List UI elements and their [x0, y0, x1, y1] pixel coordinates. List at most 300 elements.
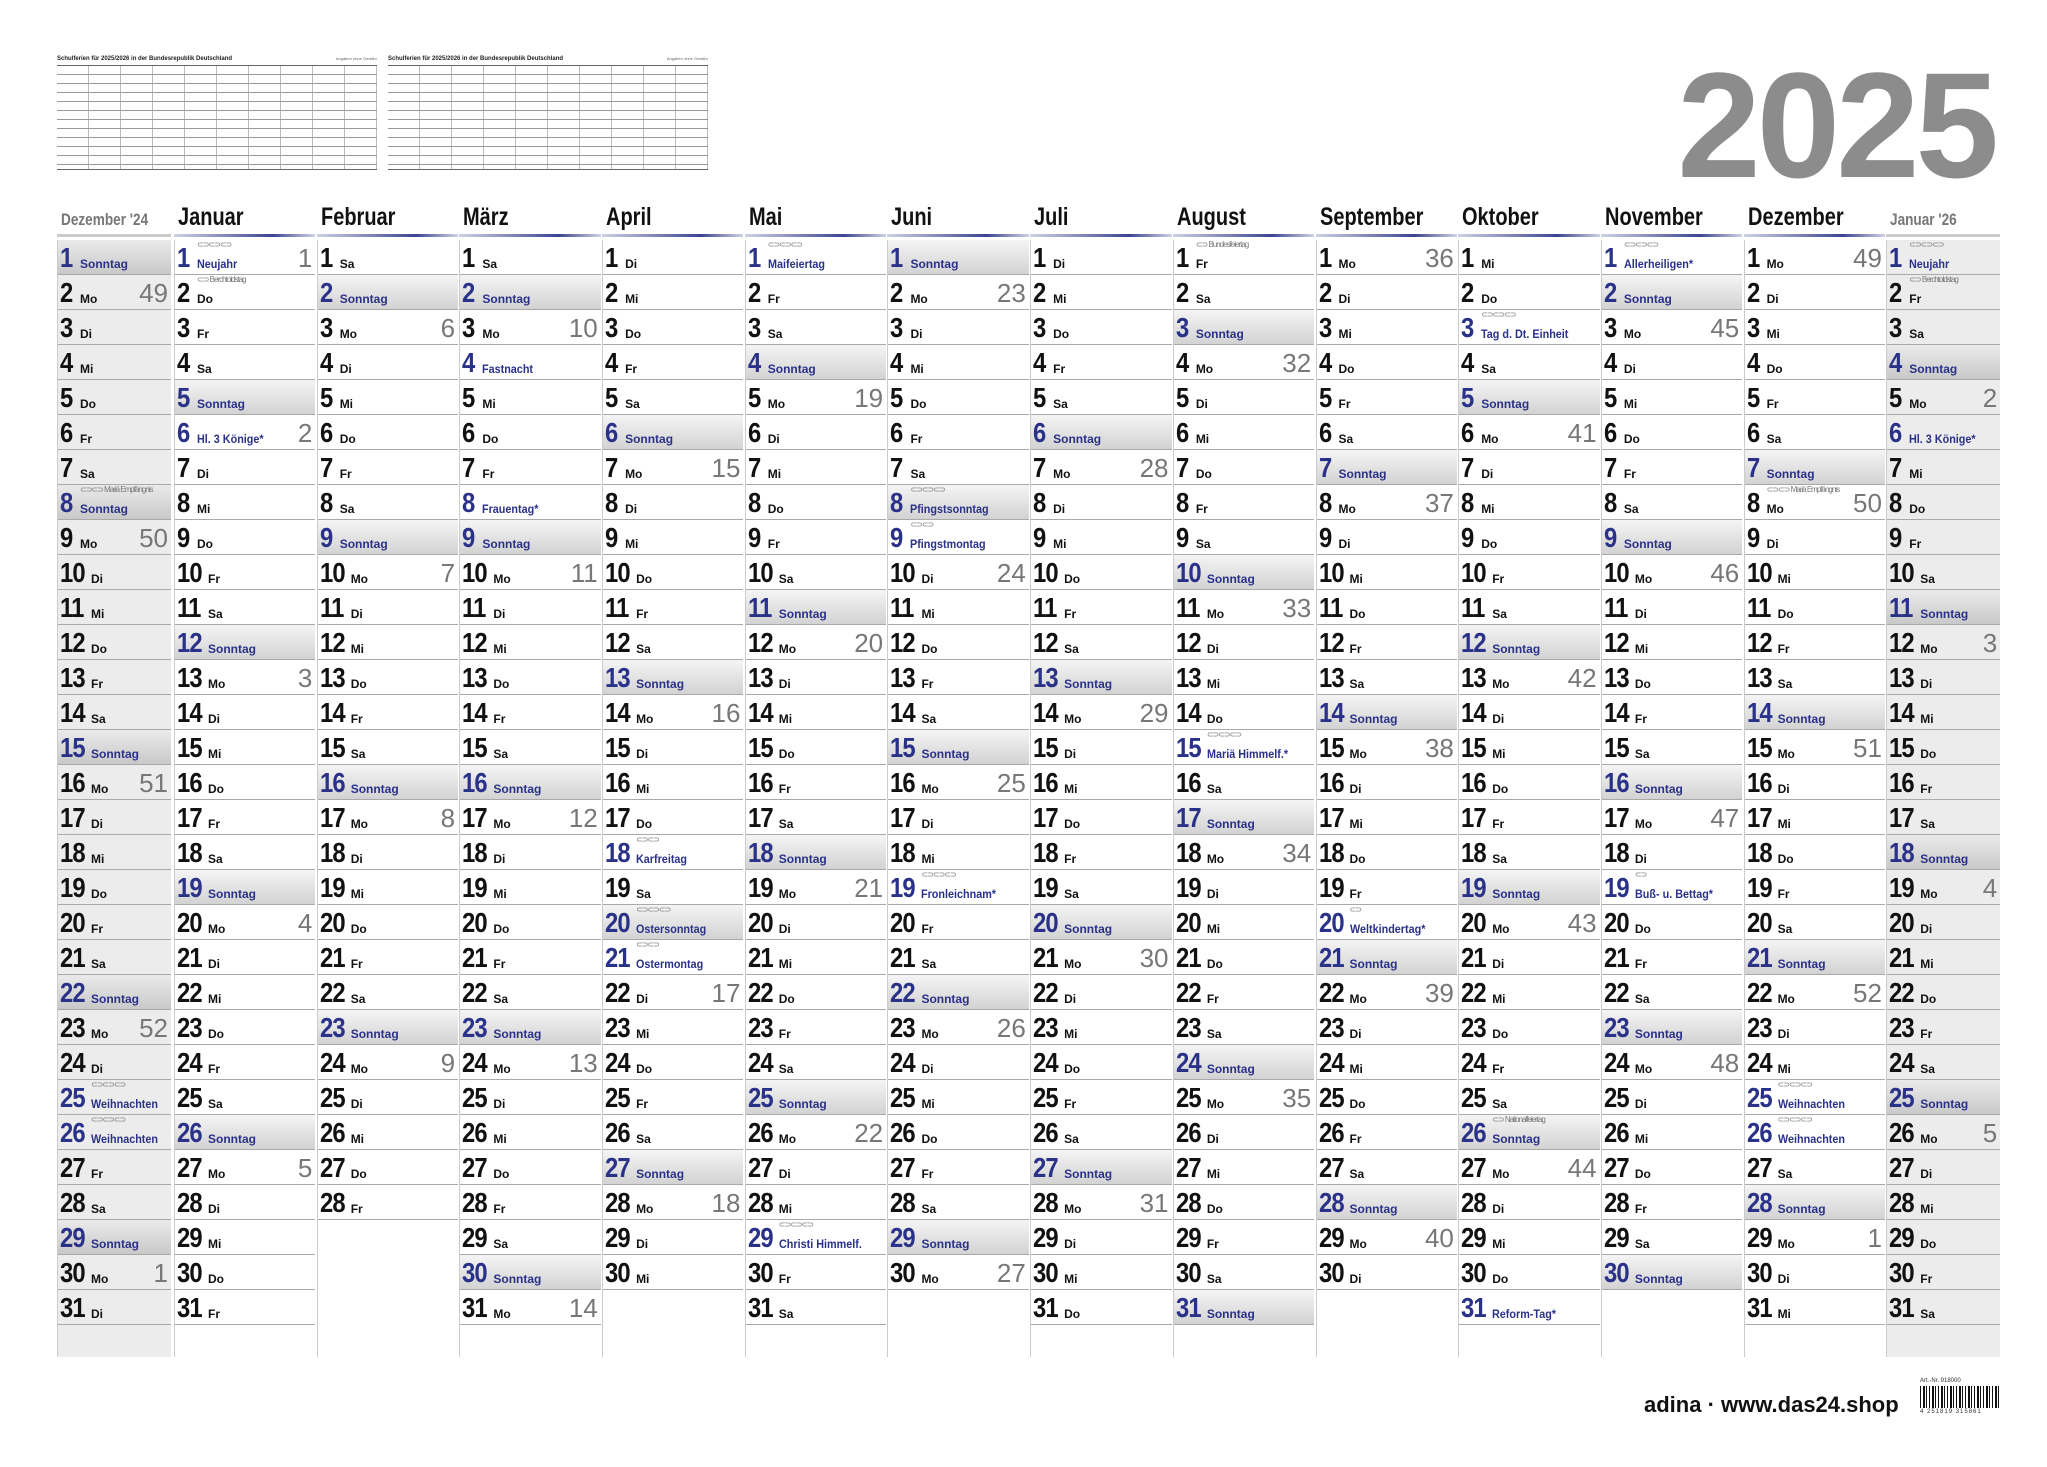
weekday-label: Mi: [339, 397, 354, 411]
sunday-label: Sonntag: [1064, 922, 1113, 936]
day-cell: [1887, 310, 2000, 345]
day-number: 3: [747, 312, 761, 343]
day-cell: [888, 975, 1028, 1010]
day-number: 21: [747, 942, 773, 973]
weekday-label: Fr: [91, 1167, 103, 1181]
day-cell: [1887, 520, 2000, 555]
day-cell: [175, 345, 315, 380]
weekday-label: Fr: [1053, 362, 1066, 376]
weekday-label: Do: [1909, 502, 1926, 516]
day-number: 21: [890, 942, 916, 973]
day-cell: [888, 590, 1028, 625]
weekday-label: Do: [197, 537, 213, 551]
weekday-label: Di: [1064, 992, 1077, 1006]
day-number: 26: [319, 1117, 345, 1148]
day-number: 16: [1318, 767, 1344, 798]
day-number: 4: [177, 347, 190, 378]
day-cell: [175, 450, 315, 485]
day-number: 6: [1461, 417, 1474, 448]
holiday-label: Neujahr: [1909, 257, 1950, 271]
day-number: 12: [60, 627, 85, 658]
day-number: 17: [1746, 802, 1772, 833]
week-number: 10: [568, 313, 598, 343]
month-underline: [887, 234, 1028, 237]
weekday-label: Sa: [778, 1307, 794, 1321]
day-cell: [746, 415, 886, 450]
weekday-label: Fr: [767, 292, 780, 306]
weekday-label: Fr: [1492, 572, 1505, 586]
day-cell: [603, 415, 743, 450]
day-cell: [460, 1045, 600, 1080]
day-cell: [460, 555, 600, 590]
day-number: 9: [605, 522, 618, 553]
day-number: 3: [1889, 312, 1902, 343]
day-cell: [603, 240, 743, 275]
day-number: 21: [1603, 942, 1629, 973]
week-number: 2: [297, 418, 313, 448]
day-cell: [58, 1115, 171, 1150]
day-cell: [888, 275, 1028, 310]
day-number: 23: [1746, 1012, 1772, 1043]
day-cell: [460, 240, 600, 275]
day-cell: [746, 590, 886, 625]
sunday-label: Sonntag: [339, 537, 388, 551]
day-number: 16: [1461, 767, 1486, 798]
day-cell: [318, 1150, 458, 1185]
day-cell: [746, 1080, 886, 1115]
day-number: 2: [747, 277, 761, 308]
month-column: [1030, 203, 1171, 1367]
day-number: 13: [462, 662, 488, 693]
day-cell: [1459, 485, 1599, 520]
holiday-marker: ⊂⊃: [1634, 870, 1647, 879]
day-number: 3: [890, 312, 903, 343]
day-cell: [1745, 870, 1885, 905]
weekday-label: Di: [1206, 642, 1219, 656]
sunday-label: Sonntag: [778, 852, 827, 866]
day-cell: [1031, 975, 1171, 1010]
sunday-label: Sonntag: [1634, 1027, 1683, 1041]
month-header: [887, 203, 1028, 237]
weekday-label: Mo: [1064, 957, 1082, 971]
day-number: 4: [1461, 347, 1474, 378]
day-number: 1: [605, 242, 618, 273]
day-cell: [1031, 520, 1171, 555]
day-cell: [175, 520, 315, 555]
day-number: 7: [319, 452, 333, 483]
weekday-label: Di: [197, 467, 209, 481]
weekday-label: Fr: [208, 572, 220, 586]
sunday-label: Sonntag: [1777, 957, 1826, 971]
day-number: 2: [462, 277, 475, 308]
day-number: 14: [319, 697, 345, 728]
day-cell: [1745, 1080, 1885, 1115]
day-cell: [460, 1115, 600, 1150]
weekday-label: Sa: [208, 1097, 223, 1111]
weekday-label: Mi: [1349, 572, 1363, 586]
month-days: [1886, 240, 2000, 1357]
day-number: 25: [747, 1082, 773, 1113]
day-number: 30: [1889, 1257, 1915, 1288]
day-number: 28: [605, 1187, 630, 1218]
day-cell: [1317, 1150, 1457, 1185]
day-cell: [1174, 1255, 1314, 1290]
weekday-label: Mi: [1349, 1062, 1363, 1076]
day-number: 19: [605, 872, 630, 903]
day-number: 24: [1318, 1047, 1344, 1078]
day-number: 21: [1033, 942, 1058, 973]
holiday-label: Maifeiertag: [767, 257, 825, 271]
day-cell: [318, 345, 458, 380]
day-number: 21: [1746, 942, 1772, 973]
day-cell: [1745, 275, 1885, 310]
day-cell: [888, 1150, 1028, 1185]
week-number: 23: [996, 278, 1026, 308]
weekday-label: Mo: [80, 537, 98, 551]
day-number: 25: [1889, 1082, 1915, 1113]
day-cell: [175, 1220, 315, 1255]
day-number: 8: [605, 487, 618, 518]
weekday-label: Mo: [1777, 1237, 1795, 1251]
weekday-label: Do: [1349, 1097, 1366, 1111]
day-cell: [1745, 415, 1885, 450]
weekday-label: Fr: [1349, 1132, 1362, 1146]
day-cell: [603, 905, 743, 940]
weekday-label: Do: [1206, 957, 1223, 971]
weekday-label: Sa: [493, 992, 509, 1006]
day-cell: [746, 1185, 886, 1220]
day-number: 20: [177, 907, 202, 938]
weekday-label: Sa: [493, 1237, 509, 1251]
day-number: 18: [1318, 837, 1344, 868]
weekday-label: Mo: [493, 817, 511, 831]
week-number: 6: [440, 313, 456, 343]
month-underline: [1601, 234, 1742, 237]
week-number: 27: [996, 1258, 1026, 1288]
day-cell: [603, 835, 743, 870]
weekday-label: Do: [921, 642, 938, 656]
day-cell: [1174, 345, 1314, 380]
day-cell: [1031, 1115, 1171, 1150]
weekday-label: Sa: [1349, 677, 1365, 691]
holiday-label: Weltkindertag*: [1349, 922, 1425, 936]
weekday-label: Do: [1920, 992, 1937, 1006]
day-number: 31: [177, 1292, 202, 1323]
day-number: 30: [60, 1257, 85, 1288]
day-number: 28: [1746, 1187, 1772, 1218]
month-underline: [1458, 234, 1599, 237]
day-number: 13: [1175, 662, 1201, 693]
day-number: 15: [1175, 732, 1201, 763]
day-cell: [1602, 415, 1742, 450]
weekday-label: Sa: [636, 1132, 651, 1146]
day-cell: [1317, 310, 1457, 345]
day-cell: [318, 275, 458, 310]
month-days: [1030, 240, 1171, 1357]
weekday-label: Sa: [493, 747, 509, 761]
day-number: 20: [1175, 907, 1201, 938]
day-cell: [1745, 800, 1885, 835]
week-number: 52: [139, 1013, 168, 1043]
weekday-label: Fr: [1766, 397, 1779, 411]
day-cell: [460, 415, 600, 450]
weekday-label: Sa: [921, 957, 937, 971]
month-column: [317, 203, 458, 1367]
day-cell: [1317, 905, 1457, 940]
month-header: [459, 203, 600, 237]
day-cell: [603, 555, 743, 590]
day-cell: [460, 1255, 600, 1290]
holiday-marker: ⊂⊃⊂⊃⊂⊃: [778, 1220, 813, 1229]
article-number: Art.-Nr. 918000: [1920, 1378, 1961, 1384]
weekday-label: Fr: [482, 467, 495, 481]
weekday-label: Mi: [625, 292, 639, 306]
day-number: 15: [319, 732, 345, 763]
day-cell: [1317, 485, 1457, 520]
day-number: 17: [319, 802, 345, 833]
week-number: 48: [1710, 1048, 1740, 1078]
day-cell: [1174, 1115, 1314, 1150]
sunday-label: Sonntag: [1634, 782, 1683, 796]
day-cell: [1317, 870, 1457, 905]
day-number: 13: [1318, 662, 1344, 693]
weekday-label: Mo: [493, 572, 511, 586]
holiday-marker: ⊂⊃⊂⊃⊂⊃: [1777, 1115, 1812, 1124]
weekday-label: Fr: [80, 432, 92, 446]
weekday-label: Fr: [350, 1202, 363, 1216]
month-days: [602, 240, 743, 1357]
day-cell: [1317, 800, 1457, 835]
day-cell: [888, 660, 1028, 695]
weekday-label: Mi: [350, 1132, 365, 1146]
day-number: 24: [1175, 1047, 1201, 1078]
day-cell: [1745, 905, 1885, 940]
weekday-label: Do: [1766, 362, 1783, 376]
day-number: 18: [1175, 837, 1201, 868]
sunday-label: Sonntag: [91, 992, 139, 1006]
holiday-label: Christi Himmelf.: [778, 1237, 862, 1251]
day-cell: [888, 870, 1028, 905]
day-cell: [1459, 1045, 1599, 1080]
day-cell: [58, 1150, 171, 1185]
weekday-label: Di: [625, 502, 638, 516]
day-number: 23: [1603, 1012, 1629, 1043]
day-number: 10: [1175, 557, 1201, 588]
day-number: 5: [319, 382, 333, 413]
weekday-label: Fr: [493, 957, 506, 971]
weekday-label: Mi: [921, 1097, 935, 1111]
day-cell: [603, 625, 743, 660]
weekday-label: Sa: [1634, 1237, 1650, 1251]
month-column: [887, 203, 1028, 1367]
day-cell: [888, 730, 1028, 765]
day-number: 10: [1461, 557, 1486, 588]
month-days: [887, 240, 1028, 1357]
day-cell: [1745, 835, 1885, 870]
weekday-label: Do: [1920, 747, 1937, 761]
day-number: 8: [1603, 487, 1617, 518]
day-cell: [58, 415, 171, 450]
holiday-marker: ⊂⊃ Nationalfeiertag: [1492, 1115, 1545, 1124]
weekday-label: Mi: [1206, 1167, 1221, 1181]
day-number: 18: [605, 837, 630, 868]
sunday-label: Sonntag: [778, 607, 827, 621]
day-cell: [1317, 1080, 1457, 1115]
day-cell: [58, 1185, 171, 1220]
day-cell: [1174, 555, 1314, 590]
day-cell: [746, 520, 886, 555]
weekday-label: Sa: [208, 607, 223, 621]
weekday-label: Do: [1623, 432, 1640, 446]
weekday-label: Mo: [1909, 397, 1927, 411]
day-number: 27: [319, 1152, 345, 1183]
weekday-label: Di: [1920, 922, 1933, 936]
weekday-label: Mo: [208, 677, 226, 691]
day-cell: [1459, 1010, 1599, 1045]
day-cell: [746, 730, 886, 765]
week-number: 51: [1853, 733, 1882, 763]
day-cell: [1887, 485, 2000, 520]
day-cell: [1317, 1220, 1457, 1255]
sunday-label: Sonntag: [1338, 467, 1387, 481]
day-cell: [1031, 835, 1171, 870]
day-cell: [58, 1255, 171, 1290]
day-number: 6: [177, 417, 190, 448]
weekday-label: Sa: [339, 257, 355, 271]
holiday-marker: ⊂⊃⊂⊃⊂⊃: [1909, 240, 1944, 249]
day-number: 21: [605, 942, 630, 973]
day-number: 31: [1033, 1292, 1058, 1323]
holiday-marker: ⊂⊃⊂⊃⊂⊃: [1777, 1080, 1812, 1089]
day-number: 9: [1175, 522, 1189, 553]
day-cell: [603, 590, 743, 625]
day-cell: [746, 1010, 886, 1045]
day-number: 30: [1175, 1257, 1201, 1288]
day-number: 3: [60, 312, 73, 343]
day-number: 11: [747, 592, 772, 623]
day-cell: [1745, 730, 1885, 765]
month-name: September: [1319, 203, 1423, 231]
day-cell: [318, 1185, 458, 1220]
day-cell: [1887, 1115, 2000, 1150]
weekday-label: Di: [1195, 397, 1208, 411]
week-number: 44: [1567, 1153, 1597, 1183]
day-number: 4: [1318, 347, 1331, 378]
day-cell: [1887, 765, 2000, 800]
day-number: 16: [319, 767, 345, 798]
month-name: Dezember '24: [61, 210, 149, 229]
month-name: Dezember: [1747, 203, 1844, 231]
weekday-label: Mo: [1481, 432, 1499, 446]
weekday-label: Mo: [1623, 327, 1642, 341]
day-number: 23: [177, 1012, 202, 1043]
week-number: 7: [440, 558, 456, 588]
day-cell: [1887, 590, 2000, 625]
month-days: [174, 240, 315, 1357]
day-number: 14: [1461, 697, 1486, 728]
month-header: [1744, 203, 1885, 237]
day-number: 17: [1033, 802, 1058, 833]
day-cell: [1459, 520, 1599, 555]
weekday-label: Mo: [1920, 642, 1938, 656]
sunday-label: Sonntag: [1492, 887, 1541, 901]
holiday-marker: ⊂⊃ Berchtoldstag: [197, 275, 246, 284]
month-column: [1458, 203, 1599, 1367]
day-number: 6: [1746, 417, 1759, 448]
day-cell: [460, 835, 600, 870]
day-number: 15: [1603, 732, 1629, 763]
weekday-label: Fr: [1634, 712, 1647, 726]
day-number: 3: [177, 312, 190, 343]
day-number: 3: [1461, 312, 1474, 343]
day-cell: [1745, 625, 1885, 660]
weekday-label: Mo: [1634, 1062, 1653, 1076]
day-cell: [318, 765, 458, 800]
day-cell: [175, 695, 315, 730]
day-cell: [888, 905, 1028, 940]
day-cell: [746, 625, 886, 660]
day-number: 29: [1318, 1222, 1344, 1253]
month-header: [1458, 203, 1599, 237]
weekday-label: Mi: [636, 1027, 650, 1041]
day-number: 22: [60, 977, 85, 1008]
weekday-label: Do: [1634, 1167, 1651, 1181]
weekday-label: Mi: [91, 852, 105, 866]
day-number: 17: [1603, 802, 1629, 833]
day-cell: [58, 730, 171, 765]
sunday-label: Sonntag: [1481, 397, 1530, 411]
day-cell: [1602, 485, 1742, 520]
day-cell: [1745, 485, 1885, 520]
weekday-label: Sa: [91, 1202, 106, 1216]
holiday-label: Tag d. Dt. Einheit: [1481, 327, 1569, 341]
month-column: [745, 203, 886, 1367]
day-number: 21: [1461, 942, 1486, 973]
day-cell: [1031, 275, 1171, 310]
sunday-label: Sonntag: [197, 397, 245, 411]
week-number: 34: [1282, 838, 1312, 868]
day-number: 6: [1318, 417, 1331, 448]
week-number: 25: [996, 768, 1026, 798]
week-number: 4: [297, 908, 313, 938]
week-number: 45: [1710, 313, 1740, 343]
day-cell: [1745, 1150, 1885, 1185]
weekday-label: Mo: [1492, 922, 1510, 936]
weekday-label: Di: [1492, 1202, 1505, 1216]
week-number: 8: [440, 803, 456, 833]
day-cell: [1602, 660, 1742, 695]
day-cell: [1887, 660, 2000, 695]
weekday-label: Do: [1634, 677, 1651, 691]
day-cell: [888, 310, 1028, 345]
day-cell: [888, 1220, 1028, 1255]
day-number: 19: [747, 872, 773, 903]
day-cell: [175, 660, 315, 695]
month-name: Januar '26: [1890, 210, 1957, 229]
day-cell: [1174, 625, 1314, 660]
day-number: 12: [1603, 627, 1629, 658]
holiday-table-note: Angaben ohne Gewähr: [666, 56, 708, 61]
day-number: 21: [462, 942, 488, 973]
sunday-label: Sonntag: [350, 1027, 399, 1041]
holiday-marker: ⊂⊃ Berchtoldstag: [1909, 275, 1958, 284]
day-number: 25: [319, 1082, 345, 1113]
holiday-label: Pfingstsonntag: [910, 502, 990, 516]
day-cell: [1174, 520, 1314, 555]
weekday-label: Mi: [1777, 1062, 1791, 1076]
day-cell: [175, 415, 315, 450]
day-number: 17: [1889, 802, 1915, 833]
